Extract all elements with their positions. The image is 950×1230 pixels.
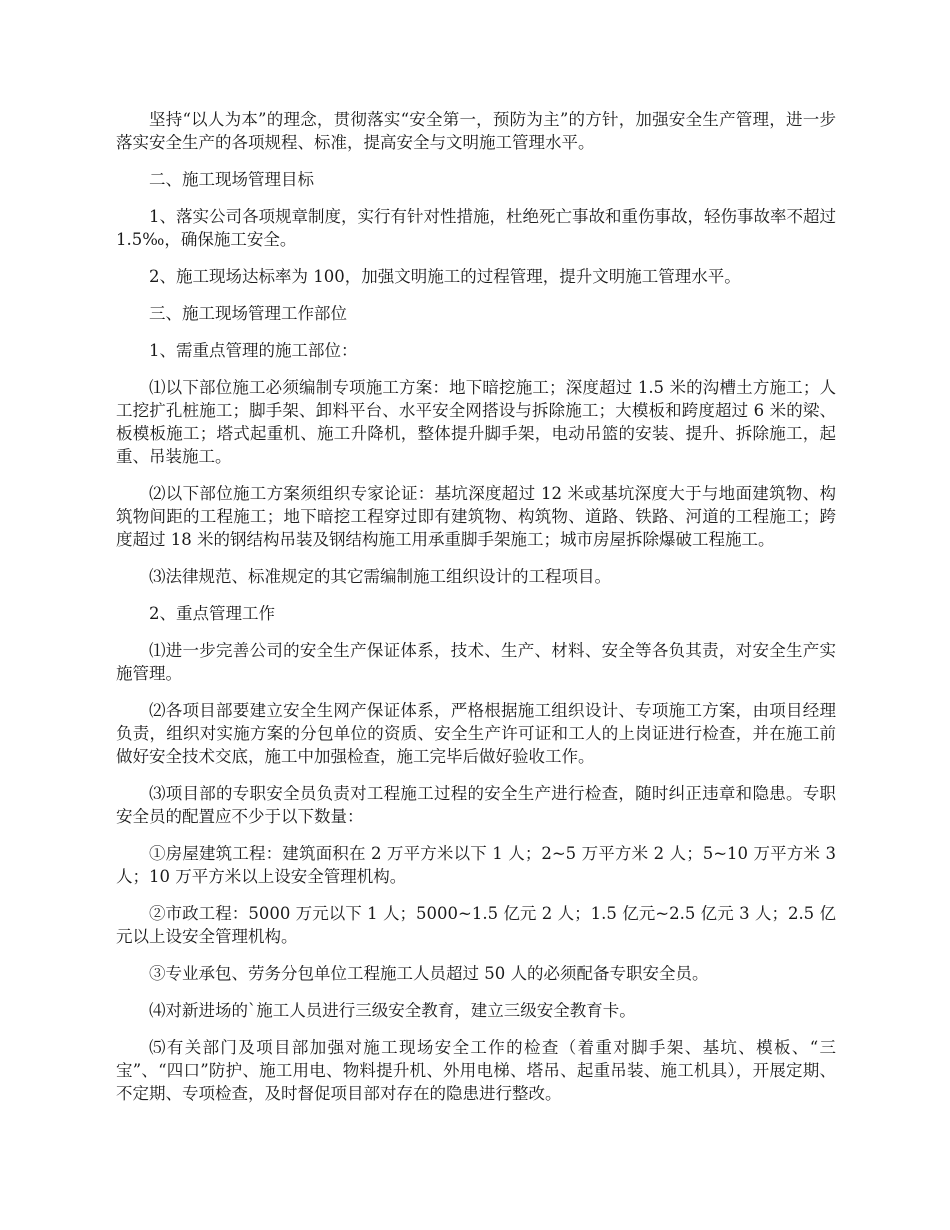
key-area-item-3: ⑶法律规范、标准规定的其它需编制施工组织设计的工程项目。: [149, 567, 611, 586]
section-heading-management-goals: 二、施工现场管理目标: [149, 170, 314, 189]
staffing-item-building: ①房屋建筑工程：建筑面积在 2 万平方米以下 1 人；2~5 万平方米 2 人；5~10 万平方米 3 人；10 万平方米以上设安全管理机构。: [116, 844, 836, 886]
key-work-item-1: ⑴进一步完善公司的安全生产保证体系，技术、生产、材料、安全等各负其责，对安全生产实施管理。: [116, 641, 836, 683]
key-work-item-3: ⑶项目部的专职安全员负责对工程施工过程的安全生产进行检查，随时纠正违章和隐患。专职安全员的配置应不少于以下数量：: [116, 784, 836, 826]
section-heading-work-areas: 三、施工现场管理工作部位: [149, 304, 347, 323]
key-work-item-5: ⑸有关部门及项目部加强对施工现场安全工作的检查（着重对脚手架、基坑、模板、“三宝”、“四口”防护、施工用电、物料提升机、外用电梯、塔吊、起重吊装、施工机具），开展定期、不定期、专项检查，及时督促项目部对存在的隐患进行整改。: [116, 1038, 836, 1103]
staffing-item-subcontract: ③专业承包、劳务分包单位工程施工人员超过 50 人的必须配备专职安全员。: [149, 964, 709, 983]
goal-item-2: 2、施工现场达标率为 100，加强文明施工的过程管理，提升文明施工管理水平。: [149, 267, 741, 286]
key-work-item-4: ⑷对新进场的`施工人员进行三级安全教育，建立三级安全教育卡。: [149, 1001, 636, 1020]
staffing-item-municipal: ②市政工程：5000 万元以下 1 人；5000~1.5 亿元 2 人；1.5 亿元~2.5 亿元 3 人；2.5 亿元以上设安全管理机构。: [116, 904, 836, 946]
intro-paragraph: 坚持“以人为本”的理念，贯彻落实“安全第一，预防为主”的方针，加强安全生产管理，进一步落实安全生产的各项规程、标准，提高安全与文明施工管理水平。: [116, 110, 836, 152]
subheading-key-work: 2、重点管理工作: [149, 604, 275, 623]
subheading-key-areas: 1、需重点管理的施工部位：: [149, 341, 358, 360]
key-area-item-2: ⑵以下部位施工方案须组织专家论证：基坑深度超过 12 米或基坑深度大于与地面建筑物、构筑物间距的工程施工；地下暗挖工程穿过即有建筑物、构筑物、道路、铁路、河道的工程施工；跨度超过 18 米的钢结构吊装及钢结构施工用承重脚手架施工；城市房屋拆除爆破工程施工。: [116, 484, 836, 549]
document-body: [116, 108, 836, 1119]
key-area-item-1: ⑴以下部位施工必须编制专项施工方案：地下暗挖施工；深度超过 1.5 米的沟槽土方施工；人工挖扩孔桩施工；脚手架、卸料平台、水平安全网搭设与拆除施工；大模板和跨度超过 6 米的梁、板模板施工；塔式起重机、施工升降机，整体提升脚手架，电动吊篮的安装、提升、拆除施工，起重、吊装施工。: [116, 378, 836, 466]
goal-item-1: 1、落实公司各项规章制度，实行有针对性措施，杜绝死亡事故和重伤事故，轻伤事故率不超过 1.5‰，确保施工安全。: [116, 207, 836, 249]
key-work-item-2: ⑵各项目部要建立安全生网产保证体系，严格根据施工组织设计、专项施工方案，由项目经理负责，组织对实施方案的分包单位的资质、安全生产许可证和工人的上岗证进行检查，并在施工前做好安全技术交底，施工中加强检查，施工完毕后做好验收工作。: [116, 701, 836, 766]
